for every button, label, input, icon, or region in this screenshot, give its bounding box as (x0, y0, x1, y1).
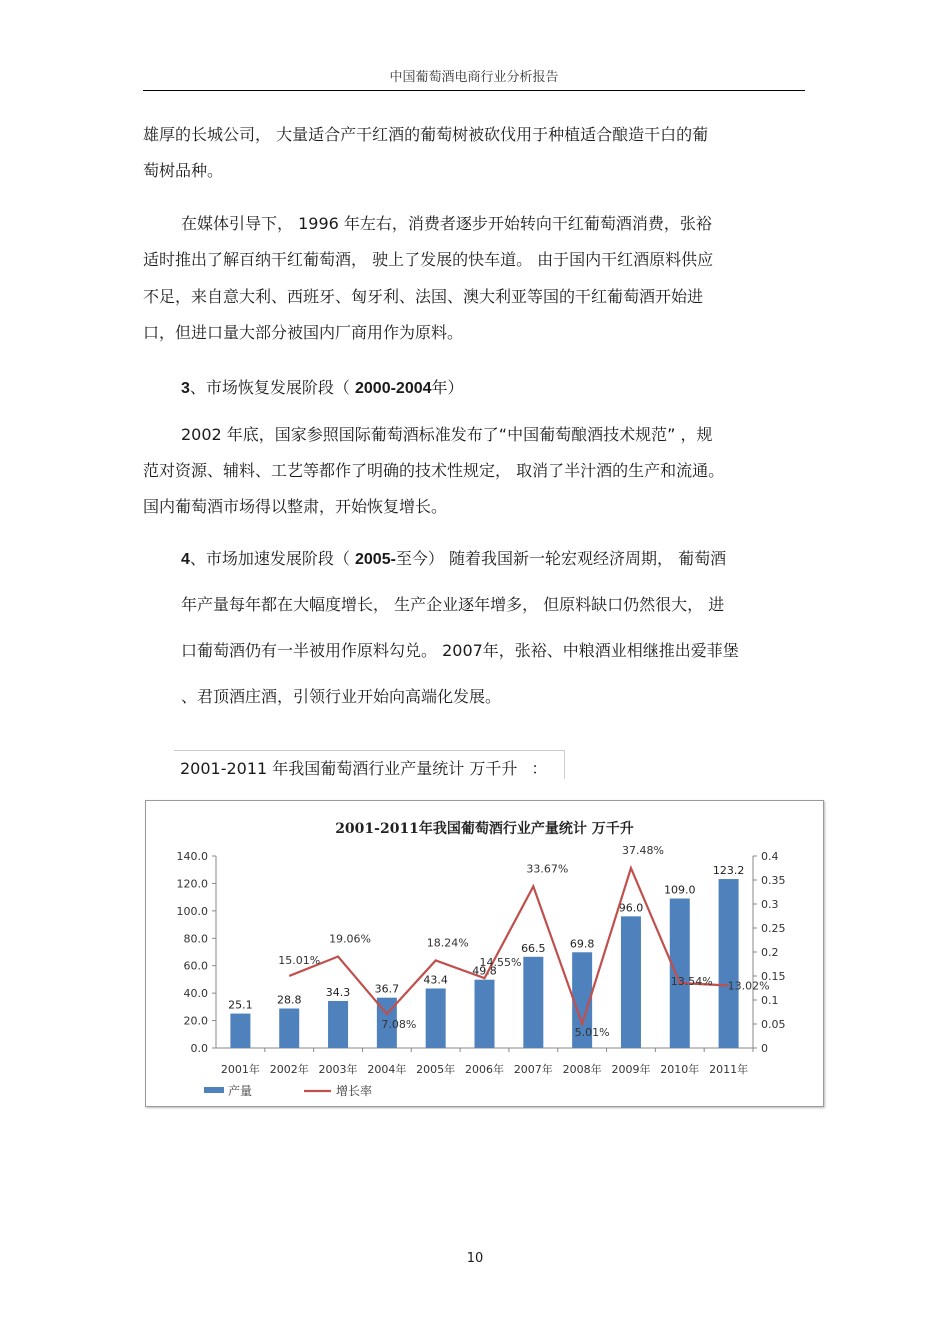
heading-number: 3 (181, 380, 190, 397)
paragraph-line: 不足，来自意大利、西班牙、匈牙利、法国、澳大利亚等国的干红葡萄酒开始进 (143, 287, 704, 306)
x-tick-label: 2009年 (611, 1063, 651, 1076)
growth-rate-label: 7.08% (381, 1018, 417, 1032)
x-tick-label: 2006年 (465, 1063, 504, 1076)
caption-text: 2001-2011 年我国葡萄酒行业产量统计 万千升 (180, 759, 518, 778)
paragraph-line: 在媒体引导下， 1996 年左右，消费者逐步开始转向干红葡萄酒消费，张裕 (181, 214, 712, 233)
growth-rate-label: 19.06% (329, 932, 372, 946)
bar-value-label: 109.0 (664, 883, 696, 897)
y-right-tick-label: 0.05 (761, 1018, 786, 1031)
x-tick-label: 2002年 (269, 1063, 309, 1076)
y-right-tick-label: 0 (761, 1042, 768, 1055)
bar-value-label: 43.4 (423, 973, 448, 987)
x-tick-label: 2010年 (660, 1063, 700, 1076)
heading-number: 4 (181, 551, 190, 568)
y-right-tick-label: 0.25 (761, 922, 786, 935)
paragraph-line: 范对资源、辅料、工艺等都作了明确的技术性规定， 取消了半汁酒的生产和流通。 (143, 461, 725, 480)
y-left-tick-label: 0.0 (190, 1042, 208, 1055)
paragraph-line: 萄树品种。 (143, 161, 224, 180)
bar-2007年 (523, 957, 543, 1048)
caption-colon: ： (531, 759, 548, 778)
bar-2009年 (621, 916, 641, 1048)
growth-rate-label: 15.01% (278, 953, 321, 967)
heading-years: 2000-2004 (355, 380, 432, 397)
bar-value-label: 25.1 (228, 998, 253, 1012)
section-heading-3 (181, 375, 464, 398)
y-left-tick-label: 120.0 (176, 877, 208, 891)
y-right-tick-label: 0.35 (761, 874, 786, 887)
chart-title: 2001-2011年我国葡萄酒行业产量统计 万千升 (335, 821, 634, 837)
legend-bar-label: 产量 (228, 1084, 253, 1098)
bar-value-label: 34.3 (325, 985, 351, 999)
page-header: 中国葡萄酒电商行业分析报告 (389, 70, 559, 85)
heading-end: 年） (431, 378, 464, 397)
x-tick-label: 2005年 (416, 1063, 456, 1076)
y-left-tick-label: 100.0 (176, 904, 208, 918)
heading-years: 2005- (355, 551, 396, 568)
chart-frame (145, 800, 824, 1107)
growth-rate-label: 13.02% (727, 979, 770, 993)
bar-2011年 (719, 879, 739, 1048)
x-tick-label: 2008年 (562, 1063, 602, 1076)
y-right-tick-label: 0.2 (761, 946, 779, 959)
bar-2010年 (670, 899, 690, 1048)
growth-rate-label: 18.24% (426, 936, 469, 950)
x-tick-label: 2004年 (367, 1063, 407, 1076)
y-left-tick-label: 140.0 (176, 850, 208, 863)
bar-value-label: 49.8 (472, 964, 497, 978)
growth-rate-label: 37.48% (621, 844, 664, 858)
bar-value-label: 69.8 (569, 937, 595, 951)
y-left-tick-label: 60.0 (183, 959, 208, 973)
y-right-tick-label: 0.3 (761, 898, 779, 911)
bar-value-label: 28.8 (276, 993, 302, 1007)
bar-value-label: 123.2 (712, 864, 745, 878)
header-rule (143, 90, 805, 91)
production-chart (146, 801, 823, 1106)
bar-2006年 (475, 980, 495, 1048)
heading-text: 、市场恢复发展阶段（ (189, 378, 355, 397)
bar-value-label: 96.0 (618, 901, 644, 915)
heading-rest: 至今） 随着我国新一轮宏观经济周期， 葡萄酒 (395, 549, 727, 568)
bar-2003年 (328, 1001, 348, 1048)
x-tick-label: 2003年 (318, 1063, 358, 1076)
paragraph-line: 适时推出了解百纳干红葡萄酒， 驶上了发展的快车道。 由于国内干红酒原料供应 (143, 250, 714, 269)
section-heading-4 (181, 546, 726, 569)
y-left-tick-label: 40.0 (183, 987, 208, 1001)
heading-text: 、市场加速发展阶段（ (189, 549, 355, 568)
paragraph-line: 、君顶酒庄酒，引领行业开始向高端化发展。 (181, 687, 502, 706)
paragraph-line: 年产量每年都在大幅度增长， 生产企业逐年增多， 但原料缺口仍然很大， 进 (181, 595, 725, 614)
paragraph-line: 2002 年底，国家参照国际葡萄酒标准发布了“中国葡萄酿酒技术规范” ，规 (181, 425, 713, 444)
y-left-tick-label: 20.0 (183, 1014, 208, 1028)
growth-rate-label: 14.55% (479, 956, 522, 970)
y-right-tick-label: 0.4 (761, 850, 779, 863)
x-tick-label: 2007年 (513, 1063, 553, 1076)
chart-caption (180, 756, 547, 779)
x-tick-label: 2011年 (709, 1063, 749, 1076)
page-number: 10 (466, 1251, 484, 1266)
bar-2002年 (279, 1009, 299, 1048)
y-left-tick-label: 80.0 (183, 932, 208, 946)
y-right-tick-label: 0.1 (761, 994, 779, 1007)
paragraph-line: 国内葡萄酒市场得以整肃，开始恢复增长。 (143, 497, 448, 516)
growth-rate-label: 33.67% (526, 862, 569, 876)
legend-line-label: 增长率 (336, 1084, 373, 1098)
bar-2005年 (426, 988, 446, 1048)
x-tick-label: 2001年 (220, 1063, 260, 1076)
growth-rate-label: 13.54% (670, 975, 713, 989)
y-right-tick-label: 0.15 (761, 970, 786, 983)
legend-bar-swatch (204, 1087, 224, 1093)
growth-rate-label: 5.01% (574, 1025, 610, 1039)
growth-rate-line (289, 868, 728, 1024)
bar-value-label: 66.5 (521, 941, 546, 955)
paragraph-line: 雄厚的长城公司， 大量适合产干红酒的葡萄树被砍伐用于种植适合酿造干白的葡 (143, 125, 709, 144)
bar-2001年 (230, 1014, 250, 1048)
paragraph-line: 口，但进口量大部分被国内厂商用作为原料。 (143, 323, 464, 342)
bar-value-label: 36.7 (374, 982, 400, 996)
paragraph-line: 口葡萄酒仍有一半被用作原料勾兑。 2007年，张裕、中粮酒业相继推出爱菲堡 (181, 641, 739, 660)
